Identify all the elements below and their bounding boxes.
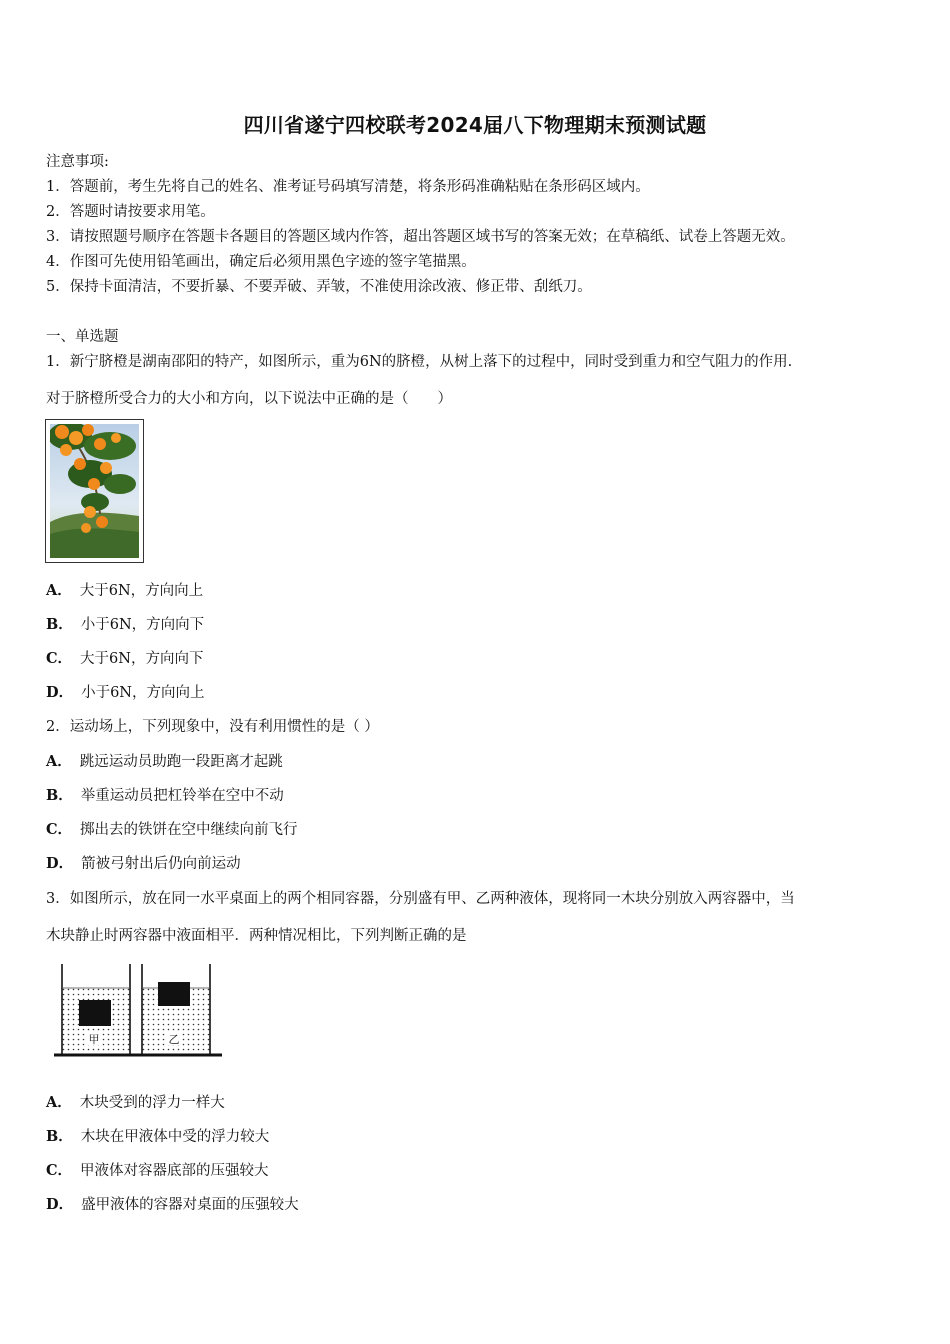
option-text: 甲液体对容器底部的压强较大 (80, 1163, 269, 1179)
question-1-stem: 1．新宁脐橙是湖南邵阳的特产，如图所示，重为6N的脐橙，从树上落下的过程中，同时受到重力和空气阻力的作用. (46, 354, 793, 370)
option-text: 大于6N，方向向上 (79, 583, 204, 599)
option-letter: D． (46, 1196, 74, 1213)
option-text: 掷出去的铁饼在空中继续向前飞行 (80, 822, 298, 838)
option[interactable] (46, 649, 203, 669)
option-letter: C． (46, 650, 73, 667)
notice-item: 2．答题时请按要求用笔。 (46, 204, 215, 220)
option[interactable] (46, 752, 283, 772)
notice-item: 1．答题前，考生先将自己的姓名、准考证号码填写清楚，将条形码准确粘贴在条形码区域内。 (46, 179, 650, 195)
option-letter: C． (46, 1162, 73, 1179)
option-letter: D． (46, 855, 74, 872)
option[interactable] (46, 786, 284, 806)
option-text: 箭被弓射出后仍向前运动 (81, 856, 241, 872)
option[interactable] (46, 683, 205, 703)
option-letter: C． (46, 821, 73, 838)
option-text: 小于6N，方向向上 (81, 685, 205, 701)
navel-orange-figure (45, 419, 144, 563)
notice-item: 3．请按照题号顺序在答题卡各题目的答题区域内作答，超出答题区域书写的答案无效；在草稿纸、试卷上答题无效。 (46, 229, 795, 245)
option-text: 小于6N，方向向下 (80, 617, 205, 633)
question-1-stem-cont: 对于脐橙所受合力的大小和方向，以下说法中正确的是（ ） (46, 391, 452, 407)
option[interactable] (46, 1195, 299, 1215)
notice-heading: 注意事项: (46, 154, 109, 170)
option[interactable] (46, 1127, 269, 1147)
orange-tree-image (50, 424, 139, 558)
question-2-stem: 2．运动场上，下列现象中，没有利用惯性的是（ ） (46, 719, 379, 735)
option-letter: A． (46, 1094, 72, 1111)
option-letter: B． (46, 616, 73, 633)
liquid-label-yi: 乙 (168, 1033, 180, 1046)
option-text: 木块受到的浮力一样大 (79, 1095, 225, 1111)
page-title: 四川省遂宁四校联考2024届八下物理期末预测试题 (243, 113, 707, 137)
option[interactable] (46, 854, 241, 874)
option-text: 盛甲液体的容器对桌面的压强较大 (81, 1197, 299, 1213)
option[interactable] (46, 820, 298, 840)
section-heading: 一、单选题 (46, 329, 119, 345)
containers-diagram (52, 958, 228, 1068)
two-containers-figure (52, 958, 228, 1068)
option[interactable] (46, 615, 204, 635)
option-letter: B． (46, 1128, 73, 1145)
option[interactable] (46, 1093, 225, 1113)
question-3-stem: 3．如图所示，放在同一水平桌面上的两个相同容器，分别盛有甲、乙两种液体，现将同一木块分别放入两容器中，当 (46, 891, 795, 907)
notice-item: 5．保持卡面清洁，不要折暴、不要弄破、弄皱，不准使用涂改液、修正带、刮纸刀。 (46, 279, 592, 295)
option-letter: A． (46, 753, 72, 770)
question-3-stem-cont: 木块静止时两容器中液面相平．两种情况相比，下列判断正确的是 (46, 928, 467, 944)
option-letter: D． (46, 684, 74, 701)
option-text: 举重运动员把杠铃举在空中不动 (80, 788, 284, 804)
option-text: 大于6N，方向向下 (80, 651, 204, 667)
option-letter: B． (46, 787, 73, 804)
option-letter: A． (46, 582, 72, 599)
liquid-label-jia: 甲 (88, 1033, 100, 1046)
notice-item: 4．作图可先使用铅笔画出，确定后必须用黑色字迹的签字笔描黑。 (46, 254, 476, 270)
option[interactable] (46, 581, 203, 601)
option[interactable] (46, 1161, 269, 1181)
option-text: 木块在甲液体中受的浮力较大 (80, 1129, 270, 1145)
option-text: 跳远运动员助跑一段距离才起跳 (79, 754, 283, 770)
